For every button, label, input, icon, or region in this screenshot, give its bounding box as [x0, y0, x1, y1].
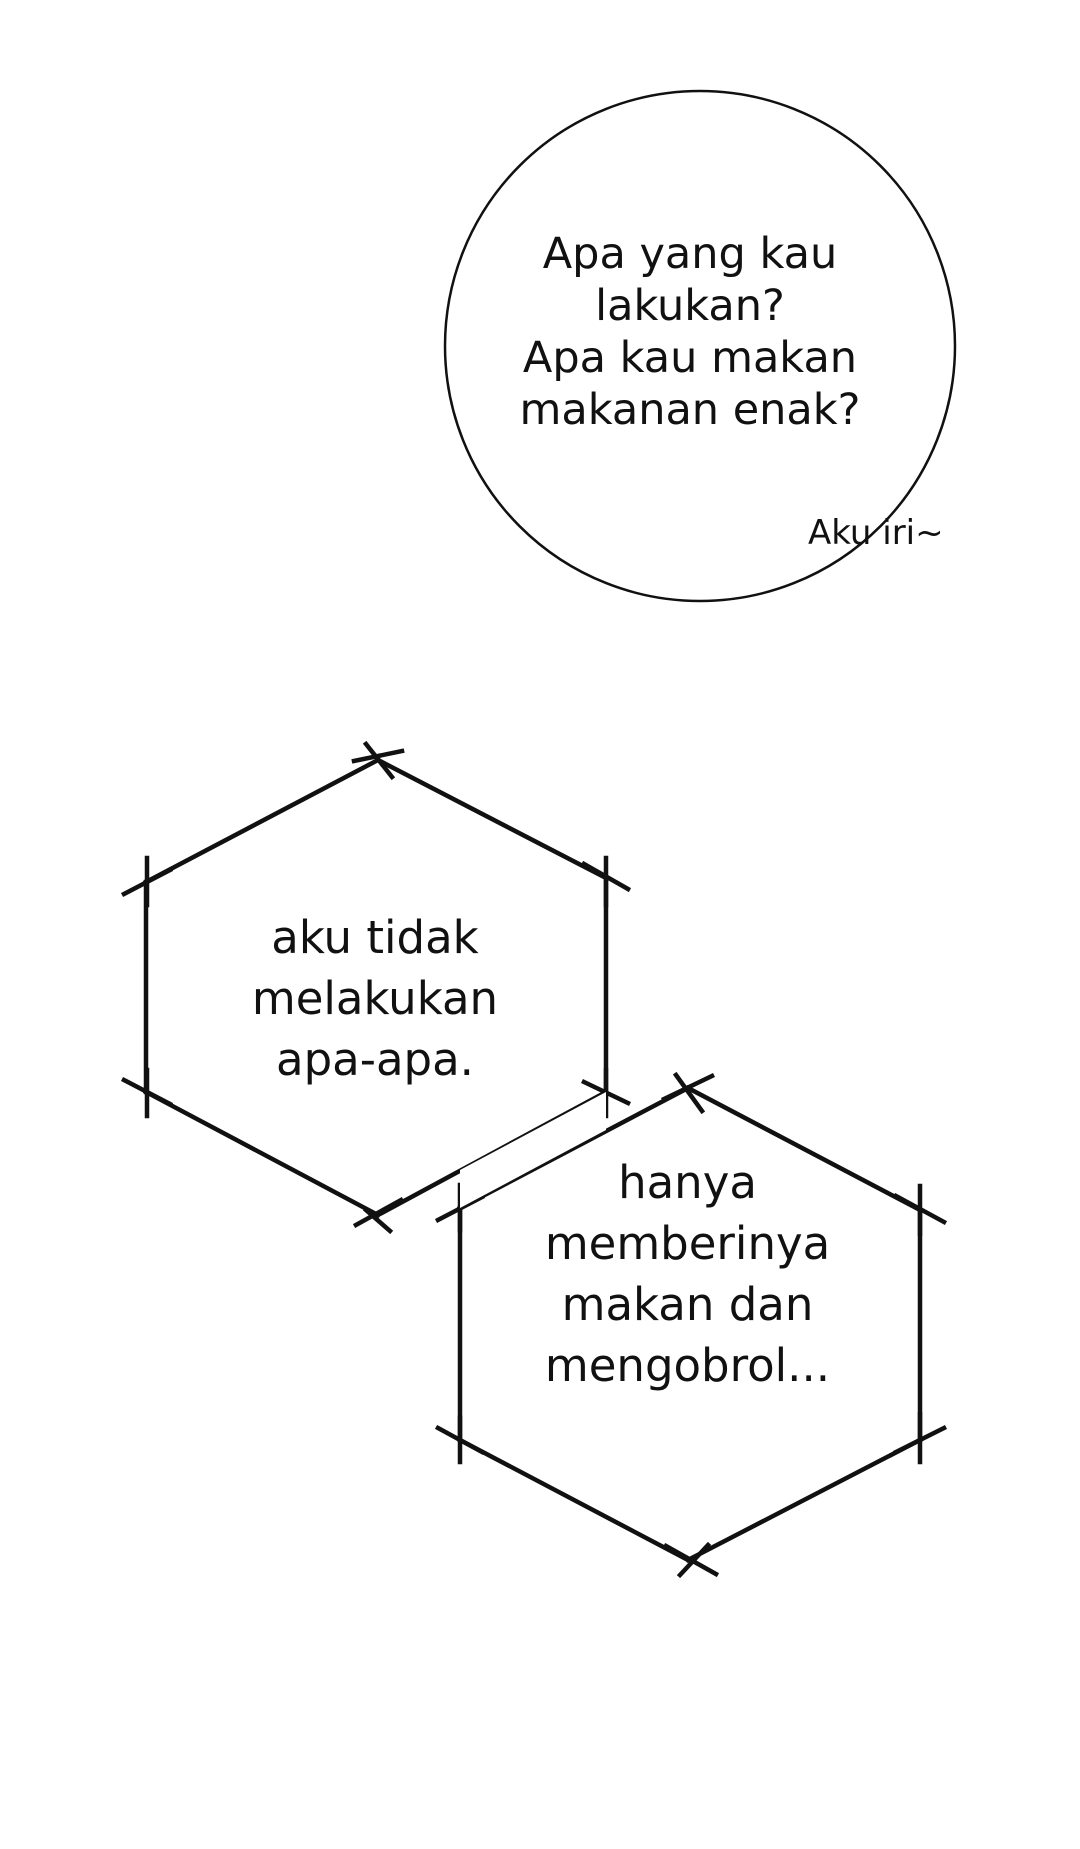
speech-bubble-text: Apa yang kau lakukan? Apa kau makan makanan enak? [519, 229, 861, 435]
hexagon-left-text: aku tidak melakukan apa-apa. [251, 911, 499, 1086]
hexagon-right-text: hanya memberinya makan dan mengobrol... [544, 1156, 831, 1392]
aside-text: Aku iri~ [808, 513, 944, 553]
